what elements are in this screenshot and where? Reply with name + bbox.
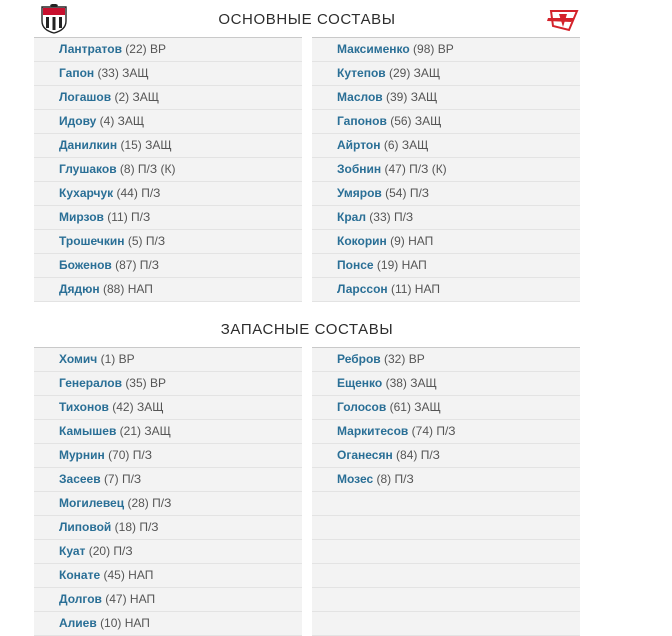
player-row — [312, 254, 580, 278]
player-row — [34, 444, 302, 468]
player-number-position: (35) ВР — [125, 376, 166, 390]
player-row — [312, 62, 580, 86]
player-row — [34, 206, 302, 230]
player-name-link[interactable]: Маркитесов — [337, 424, 409, 438]
empty-row — [312, 564, 580, 588]
player-name-link[interactable]: Зобнин — [337, 162, 382, 176]
player-row — [312, 348, 580, 372]
player-number-position: (47) П/З (К) — [384, 162, 447, 176]
player-number-position: (5) П/З — [127, 234, 166, 248]
main-lineup-away — [312, 37, 580, 302]
player-number-position: (39) ЗАЩ — [386, 90, 438, 104]
player-name-link[interactable]: Камышев — [59, 424, 117, 438]
player-number-position: (45) НАП — [103, 568, 154, 582]
player-number-position: (88) НАП — [103, 282, 153, 296]
player-number-position: (7) П/З — [103, 472, 142, 486]
player-name-link[interactable]: Идову — [59, 114, 97, 128]
empty-row — [312, 612, 580, 636]
player-name-link[interactable]: Мирзов — [59, 210, 104, 224]
player-row — [312, 278, 580, 302]
player-name-link[interactable]: Кухарчук — [59, 186, 114, 200]
player-number-position: (29) ЗАЩ — [389, 66, 441, 80]
player-number-position: (19) НАП — [376, 258, 427, 272]
player-number-position: (20) П/З — [88, 544, 133, 558]
player-number-position: (2) ЗАЩ — [114, 90, 159, 104]
player-number-position: (87) П/З — [115, 258, 160, 272]
main-lineup-home — [34, 37, 302, 302]
player-row — [34, 420, 302, 444]
player-number-position: (84) П/З — [396, 448, 440, 462]
player-number-position: (56) ЗАЩ — [390, 114, 442, 128]
player-row — [34, 278, 302, 302]
player-name-link[interactable]: Максименко — [337, 42, 410, 56]
player-row — [34, 564, 302, 588]
player-row — [312, 134, 580, 158]
player-name-link[interactable]: Генералов — [59, 376, 122, 390]
player-number-position: (74) П/З — [411, 424, 456, 438]
player-number-position: (22) ВР — [125, 42, 166, 56]
player-row — [34, 492, 302, 516]
player-number-position: (15) ЗАЩ — [120, 138, 172, 152]
player-name-link[interactable]: Данилкин — [59, 138, 118, 152]
player-name-link[interactable]: Дядюн — [59, 282, 100, 296]
player-row — [34, 254, 302, 278]
player-row — [312, 110, 580, 134]
player-name-link[interactable]: Боженов — [59, 258, 112, 272]
player-row — [312, 396, 580, 420]
player-row — [34, 230, 302, 254]
player-number-position: (33) ЗАЩ — [97, 66, 149, 80]
player-row — [312, 372, 580, 396]
player-number-position: (6) ЗАЩ — [383, 138, 429, 152]
player-number-position: (70) П/З — [108, 448, 152, 462]
player-name-link[interactable]: Ещенко — [337, 376, 383, 390]
player-row — [34, 348, 302, 372]
player-number-position: (33) П/З — [369, 210, 414, 224]
player-name-link[interactable]: Куат — [59, 544, 86, 558]
player-row — [34, 612, 302, 636]
player-name-link[interactable]: Липовой — [59, 520, 112, 534]
player-number-position: (44) П/З — [116, 186, 161, 200]
player-row — [34, 182, 302, 206]
player-name-link[interactable]: Мурнин — [59, 448, 105, 462]
player-number-position: (11) НАП — [391, 282, 440, 296]
empty-row — [312, 516, 580, 540]
player-row — [312, 230, 580, 254]
player-name-link[interactable]: Гапонов — [337, 114, 387, 128]
player-name-link[interactable]: Кокорин — [337, 234, 387, 248]
player-name-link[interactable]: Кутепов — [337, 66, 386, 80]
player-row — [312, 468, 580, 492]
player-number-position: (8) П/З — [376, 472, 414, 486]
player-number-position: (4) ЗАЩ — [99, 114, 145, 128]
player-row — [34, 134, 302, 158]
empty-row — [312, 588, 580, 612]
empty-row — [312, 492, 580, 516]
player-row — [312, 444, 580, 468]
player-number-position: (61) ЗАЩ — [389, 400, 441, 414]
main-lineups-title: ОСНОВНЫЕ СОСТАВЫ — [218, 11, 396, 28]
player-row — [34, 38, 302, 62]
player-name-link[interactable]: Понсе — [337, 258, 374, 272]
player-number-position: (1) ВР — [100, 352, 135, 366]
player-name-link[interactable]: Конате — [59, 568, 101, 582]
substitutes-title: ЗАПАСНЫЕ СОСТАВЫ — [220, 321, 394, 338]
player-number-position: (8) П/З (К) — [119, 162, 176, 176]
player-name-link[interactable]: Мозес — [337, 472, 374, 486]
player-name-link[interactable]: Ларссон — [337, 282, 388, 296]
player-name-link[interactable]: Маслов — [337, 90, 383, 104]
player-number-position: (38) ЗАЩ — [385, 376, 437, 390]
player-name-link[interactable]: Могилевец — [59, 496, 125, 510]
player-row — [34, 62, 302, 86]
player-row — [34, 588, 302, 612]
player-name-link[interactable]: Хомич — [59, 352, 98, 366]
player-name-link[interactable]: Логашов — [59, 90, 112, 104]
player-number-position: (47) НАП — [105, 592, 156, 606]
player-name-link[interactable]: Умяров — [337, 186, 382, 200]
player-number-position: (32) ВР — [384, 352, 425, 366]
empty-row — [312, 540, 580, 564]
player-number-position: (18) П/З — [114, 520, 159, 534]
player-row — [34, 516, 302, 540]
player-row — [312, 420, 580, 444]
player-number-position: (11) П/З — [107, 210, 151, 224]
player-row — [312, 158, 580, 182]
player-number-position: (98) ВР — [413, 42, 454, 56]
player-name-link[interactable]: Голосов — [337, 400, 387, 414]
player-name-link[interactable]: Трошечкин — [59, 234, 125, 248]
player-name-link[interactable]: Лантратов — [59, 42, 122, 56]
player-number-position: (10) НАП — [100, 616, 150, 630]
player-row — [34, 372, 302, 396]
player-name-link[interactable]: Крал — [337, 210, 366, 224]
player-row — [312, 206, 580, 230]
player-number-position: (28) П/З — [127, 496, 172, 510]
player-name-link[interactable]: Тихонов — [59, 400, 109, 414]
player-row — [312, 86, 580, 110]
player-row — [34, 540, 302, 564]
player-row — [34, 110, 302, 134]
player-name-link[interactable]: Ребров — [337, 352, 381, 366]
player-number-position: (42) ЗАЩ — [112, 400, 164, 414]
subs-lineup-away — [312, 347, 580, 636]
player-row — [312, 182, 580, 206]
player-name-link[interactable]: Долгов — [59, 592, 102, 606]
player-number-position: (21) ЗАЩ — [119, 424, 171, 438]
player-name-link[interactable]: Засеев — [59, 472, 101, 486]
subs-lineup-home — [34, 347, 302, 636]
player-number-position: (9) НАП — [390, 234, 434, 248]
player-row — [34, 86, 302, 110]
player-row — [312, 38, 580, 62]
player-number-position: (54) П/З — [385, 186, 430, 200]
player-name-link[interactable]: Алиев — [59, 616, 97, 630]
player-name-link[interactable]: Глушаков — [59, 162, 117, 176]
player-row — [34, 468, 302, 492]
player-name-link[interactable]: Гапон — [59, 66, 95, 80]
player-name-link[interactable]: Оганесян — [337, 448, 393, 462]
player-name-link[interactable]: Айртон — [337, 138, 381, 152]
player-row — [34, 396, 302, 420]
player-row — [34, 158, 302, 182]
